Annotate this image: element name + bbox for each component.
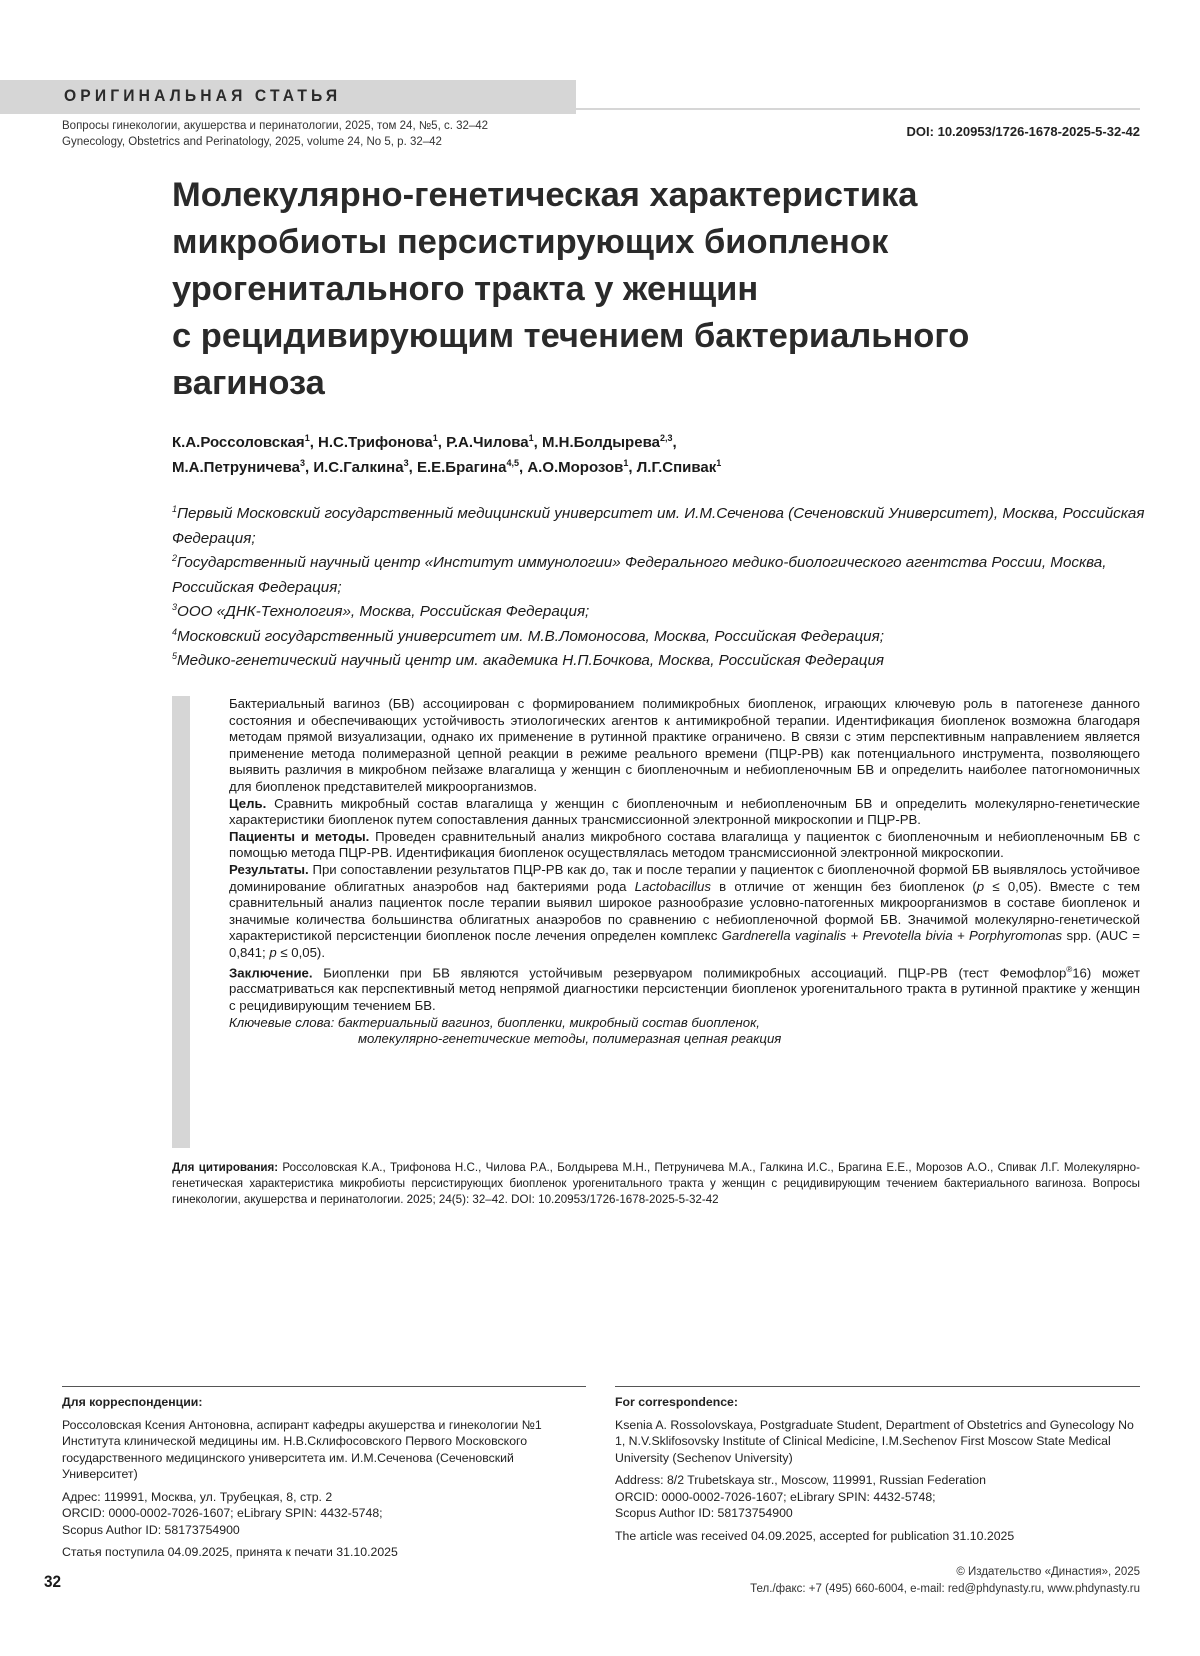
publisher-footer bbox=[750, 1564, 1140, 1598]
abstract-methods: Пациенты и методы. Проведен сравнительный анализ микробного состава влагалища у пациенток с биопленочным и небиопленочным БВ с помощью метода ПЦР-РВ. Идентификация биопленок осуществлялась методом трансмиссионной электронной микроскопии. bbox=[229, 828, 1140, 861]
correspondence-heading: Для корреспонденции: bbox=[62, 1395, 203, 1409]
affiliation: $^1$Первый Московский государственный медицинский университет им. И.М.Сеченова (Сеченовский Университет), Москва, Российская Федерация; bbox=[172, 503, 1145, 547]
correspondence-en bbox=[615, 1394, 1140, 1550]
keywords-continued: молекулярно-генетические методы, полимеразная цепная реакция bbox=[358, 1031, 782, 1047]
abstract bbox=[229, 696, 1140, 1048]
affiliation: $^3$ООО «ДНК-Технология», Москва, Российская Федерация; bbox=[172, 601, 590, 620]
journal-ru: Вопросы гинекологии, акушерства и перинатологии, 2025, том 24, №5, с. 32–42 bbox=[62, 120, 489, 132]
author: Н.С.Трифонова$^1$ bbox=[318, 433, 438, 451]
abstract-results: Результаты. При сопоставлении результатов ПЦР-РВ как до, так и после терапии у пациенток с биопленочной формой БВ выявлялось устойчивое доминирование облигатных анаэробов над бактериями рода Lactobacillus в отличие от женщин без биопленок (p ≤ 0,05). Вместе с тем сравнительный анализ пациенток после терапии выявил широкое разнообразие условно-патогенных микроорганизмов в составе биопленок и значимые количества большинства облигатных анаэробов по сравнению с небиопленочной формой БВ. Значимой молекулярно-генетической характеристикой персистенции биопленок после лечения определен комплекс Gardnerella vaginalis + Prevotella bivia + Porphyromonas spp. (AUC = 0,841; p ≤ 0,05). bbox=[229, 861, 1141, 960]
affiliation: $^5$Медико-генетический научный центр им. академика Н.П.Бочкова, Москва, Российская Федерация bbox=[172, 650, 885, 669]
author: К.А.Россоловская$^1$ bbox=[172, 433, 310, 451]
abstract-intro: Бактериальный вагиноз (БВ) ассоциирован с формированием полимикробных биопленок, играющих ключевую роль в патогенезе данного состояния и обеспечивающих устойчивость этиологических агентов к антимикробной терапии. Идентификация биопленок возможна благодаря методам прямой визуализации, однако их применение в рутинной практике ограничено. В связи с этим перспективным направлением является применение метода полимеразной цепной реакции в режиме реального времени (ПЦР-РВ) как потенциального инструмента, позволяющего выявить различия в микробном пейзаже влагалища у женщин с биопленочным и небиопленочным БВ и определить наиболее патогномоничных для биопленок представителей микроорганизмов. bbox=[229, 696, 1140, 794]
correspondence-address: Адрес: 119991, Москва, ул. Трубецкая, 8, стр. 2 bbox=[62, 1489, 333, 1504]
affiliation-list bbox=[172, 502, 1162, 674]
keywords: Ключевые слова: бактериальный вагиноз, биопленки, микробный состав биопленок, bbox=[229, 1014, 760, 1030]
affiliation: $^2$Государственный научный центр «Институт иммунологии» Федерального медико-биологического агентства России, Москва, Российская Федерация; bbox=[172, 552, 1107, 596]
article-title bbox=[172, 172, 1152, 407]
title-line: с рецидивирующим течением бактериального bbox=[172, 317, 970, 355]
doi[interactable]: DOI: 10.20953/1726-1678-2025-5-32-42 bbox=[906, 124, 1140, 139]
journal-info bbox=[62, 118, 488, 150]
author: М.Н.Болдырева$^{2,3}$ bbox=[541, 433, 673, 451]
correspondence-scopus: Scopus Author ID: 58173754900 bbox=[62, 1522, 240, 1537]
publisher-contacts: Тел./факс: +7 (495) 660-6004, e-mail: red@phdynasty.ru, www.phdynasty.ru bbox=[750, 1583, 1140, 1595]
correspondence-orcid: ORCID: 0000-0002-7026-1607; eLibrary SPIN: 4432-5748; bbox=[62, 1506, 383, 1520]
title-line: микробиоты персистирующих биопленок bbox=[172, 223, 889, 261]
correspondence-person: Ksenia A. Rossolovskaya, Postgraduate Student, Department of Obstetrics and Gynecology No 1, N.V.Sklifosovsky Institute of Clinical Medicine, I.M.Sechenov First Moscow State Medical University (Sechenov University) bbox=[615, 1417, 1134, 1465]
author-list: К.А.Россоловская$^1$, Н.С.Трифонова$^1$, Р.А.Чилова$^1$, М.Н.Болдырева$^{2,3}$, М.А.Петруничева$^3$, И.С.Галкина$^3$, Е.Е.Брагина$^{4,5}$, А.О.Морозов$^1$, Л.Г.Спивак$^1$ bbox=[172, 433, 722, 476]
correspondence-dates: The article was received 04.09.2025, accepted for publication 31.10.2025 bbox=[615, 1528, 1015, 1543]
correspondence-address: Address: 8/2 Trubetskaya str., Moscow, 119991, Russian Federation bbox=[615, 1473, 986, 1487]
page-number: 32 bbox=[44, 1572, 62, 1591]
author: Е.Е.Брагина$^{4,5}$ bbox=[416, 458, 519, 476]
correspondence-rule-en bbox=[615, 1386, 1140, 1387]
title-line: вагиноза bbox=[172, 364, 325, 402]
abstract-aim: Цель. Сравнить микробный состав влагалища у женщин с биопленочным и небиопленочным БВ и определить молекулярно-генетические характеристики биопленок путем сопоставления данных трансмиссионной электронной микроскопии и ПЦР-РВ. bbox=[229, 795, 1141, 828]
title-line: урогенитального тракта у женщин bbox=[172, 270, 759, 308]
correspondence-dates: Статья поступила 04.09.2025, принята к печати 31.10.2025 bbox=[62, 1545, 398, 1559]
header-rule bbox=[576, 108, 1140, 110]
correspondence-person: Россоловская Ксения Антоновна, аспирант кафедры акушерства и гинекологии №1 Института клинической медицины им. Н.В.Склифосовского Первого Московского государственного медицинского университета им. И.М.Сеченова (Сеченовский Университет) bbox=[62, 1417, 542, 1481]
correspondence-heading: For correspondence: bbox=[615, 1395, 738, 1409]
correspondence-rule-ru bbox=[62, 1386, 586, 1387]
abstract-sidebar bbox=[172, 696, 190, 1148]
citation: Для цитирования: Россоловская К.А., Трифонова Н.С., Чилова Р.А., Болдырева М.Н., Петруничева М.А., Галкина И.С., Брагина Е.Е., Морозов А.О., Спивак Л.Г. Молекулярно-генетическая характеристика микробиоты персистирующих биопленок урогенитального тракта у женщин с рецидивирующим течением бактериального вагиноза. Вопросы гинекологии, акушерства и перинатологии. 2025; 24(5): 32–42. DOI: 10.20953/1726-1678-2025-5-32-42 bbox=[172, 1161, 1140, 1206]
author: Р.А.Чилова$^1$ bbox=[446, 433, 534, 451]
author: Л.Г.Спивак$^1$ bbox=[636, 458, 722, 476]
author: А.О.Морозов$^1$ bbox=[527, 458, 629, 476]
title-line: Молекулярно-генетическая характеристика bbox=[172, 176, 918, 214]
correspondence-orcid: ORCID: 0000-0002-7026-1607; eLibrary SPIN: 4432-5748; bbox=[615, 1489, 936, 1504]
author: И.С.Галкина$^3$ bbox=[313, 458, 409, 476]
publisher-copyright: © Издательство «Династия», 2025 bbox=[956, 1566, 1140, 1578]
section-label: ОРИГИНАЛЬНАЯ СТАТЬЯ bbox=[64, 86, 342, 105]
journal-en: Gynecology, Obstetrics and Perinatology, 2025, volume 24, No 5, p. 32–42 bbox=[62, 136, 442, 148]
abstract-conclusion: Заключение. Биопленки при БВ являются устойчивым резервуаром полимикробных ассоциаций. ПЦР-РВ (тест Фемофлор®16) может рассматриваться как перспективный метод непрямой диагностики персистенции биопленок урогенитального тракта в рутинной практике у женщин с рецидивирующим течением БВ. bbox=[229, 964, 1140, 1014]
correspondence-scopus: Scopus Author ID: 58173754900 bbox=[615, 1506, 793, 1520]
author: М.А.Петруничева$^3$ bbox=[172, 458, 305, 476]
affiliation: $^4$Московский государственный университет им. М.В.Ломоносова, Москва, Российская Федерация; bbox=[172, 626, 884, 645]
correspondence-ru bbox=[62, 1394, 586, 1567]
